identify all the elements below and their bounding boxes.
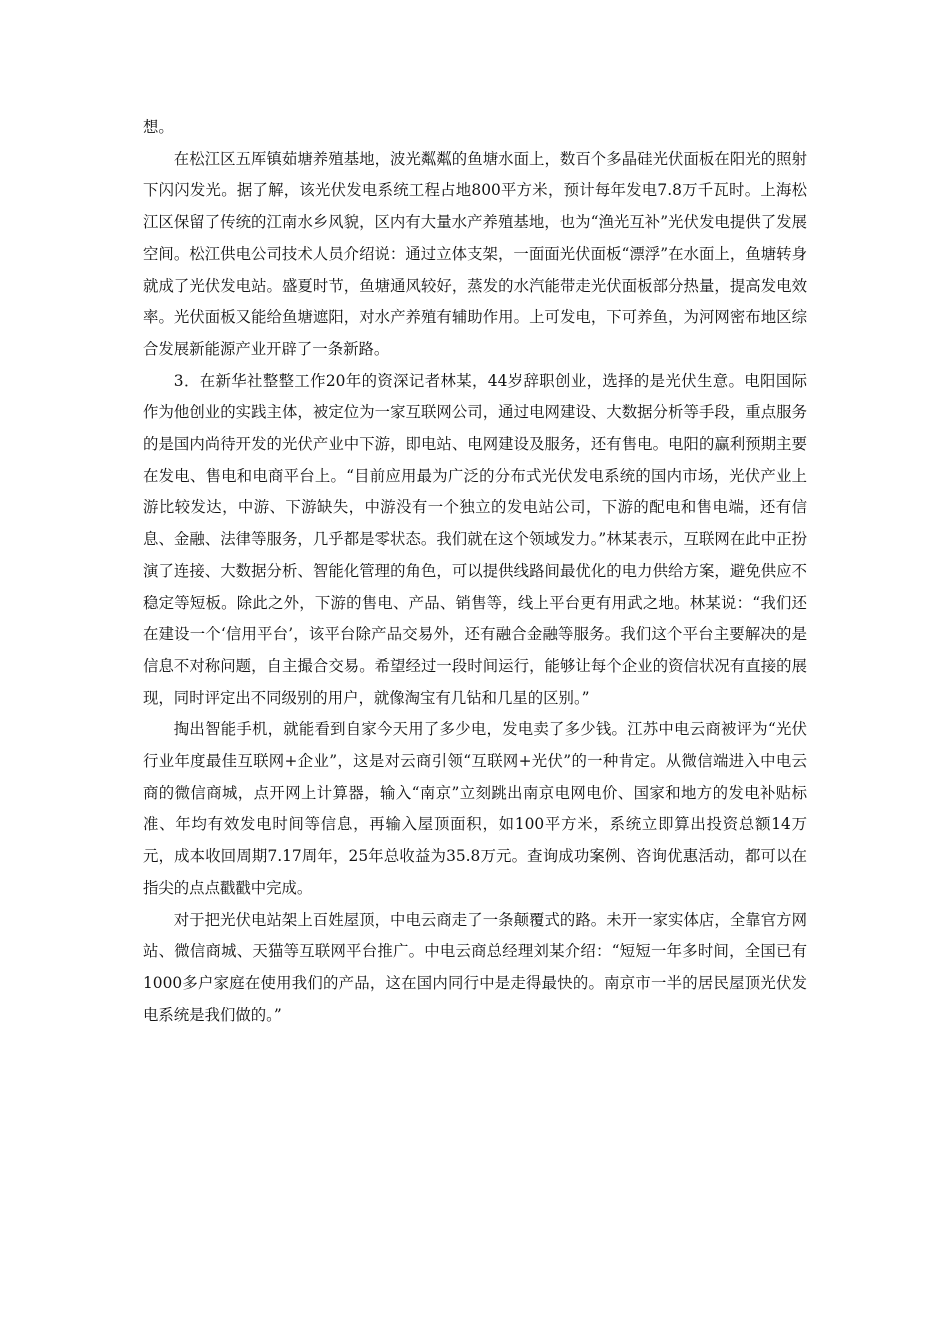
paragraph-4: 掏出智能手机，就能看到自家今天用了多少电，发电卖了多少钱。江苏中电云商被评为“光伏行业年度最佳互联网+企业”，这是对云商引领“互联网+光伏”的一种肯定。从微信端进入中电云商的微信商城，点开网上计算器，输入“南京”立刻跳出南京电网电价、国家和地方的发电补贴标准、年均有效发电时间等信息，再输入屋顶面积，如100平方米，系统立即算出投资总额14万元，成本收回周期7.17周年，25年总收益为35.8万元。查询成功案例、咨询优惠活动，都可以在指尖的点点戳戳中完成。 bbox=[143, 720, 807, 897]
document-page bbox=[143, 112, 807, 1031]
paragraph-1: 想。 bbox=[143, 118, 174, 136]
paragraph-5: 对于把光伏电站架上百姓屋顶，中电云商走了一条颠覆式的路。未开一家实体店，全靠官方网站、微信商城、天猫等互联网平台推广。中电云商总经理刘某介绍：“短短一年多时间，全国已有1000多户家庭在使用我们的产品，这在国内同行中是走得最快的。南京市一半的居民屋顶光伏发电系统是我们做的。” bbox=[143, 910, 807, 1024]
paragraph-2: 在松江区五厍镇茹塘养殖基地，波光粼粼的鱼塘水面上，数百个多晶硅光伏面板在阳光的照射下闪闪发光。据了解，该光伏发电系统工程占地800平方米，预计每年发电7.8万千瓦时。上海松江区保留了传统的江南水乡风貌，区内有大量水产养殖基地，也为“渔光互补”光伏发电提供了发展空间。松江供电公司技术人员介绍说：通过立体支架，一面面光伏面板“漂浮”在水面上，鱼塘转身就成了光伏发电站。盛夏时节，鱼塘通风较好，蒸发的水汽能带走光伏面板部分热量，提高发电效率。光伏面板又能给鱼塘遮阳，对水产养殖有辅助作用。上可发电，下可养鱼，为河网密布地区综合发展新能源产业开辟了一条新路。 bbox=[143, 149, 807, 358]
paragraph-3: 3．在新华社整整工作20年的资深记者林某，44岁辞职创业，选择的是光伏生意。电阳国际作为他创业的实践主体，被定位为一家互联网公司，通过电网建设、大数据分析等手段，重点服务的是国内尚待开发的光伏产业中下游，即电站、电网建设及服务，还有售电。电阳的赢利预期主要在发电、售电和电商平台上。“目前应用最为广泛的分布式光伏发电系统的国内市场，光伏产业上游比较发达，中游、下游缺失，中游没有一个独立的发电站公司，下游的配电和售电端，还有信息、金融、法律等服务，几乎都是零状态。我们就在这个领域发力。”林某表示，互联网在此中正扮演了连接、大数据分析、智能化管理的角色，可以提供线路间最优化的电力供给方案，避免供应不稳定等短板。除此之外，下游的售电、产品、销售等，线上平台更有用武之地。林某说：“我们还在建设一个‘信用平台’，该平台除产品交易外，还有融合金融等服务。我们这个平台主要解决的是信息不对称问题，自主撮合交易。希望经过一段时间运行，能够让每个企业的资信状况有直接的展现，同时评定出不同级别的用户，就像淘宝有几钻和几星的区别。” bbox=[143, 371, 807, 707]
